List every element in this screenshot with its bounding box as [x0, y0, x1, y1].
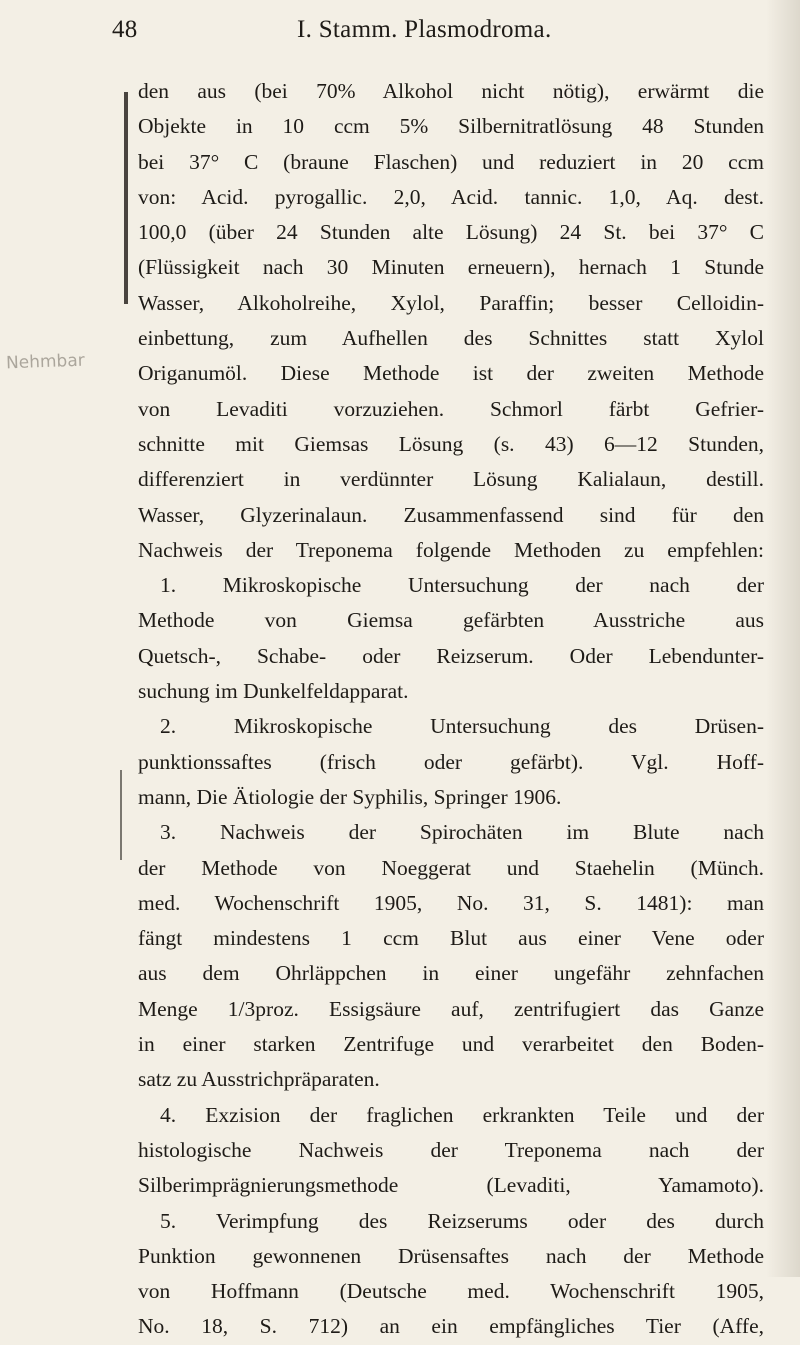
list-item-1: 1. Mikroskopische Untersuchung der nach der — [160, 573, 764, 598]
text-line: 100,0 (über 24 Stunden alte Lösung) 24 St. bei 37° C — [138, 220, 764, 245]
page-number: 48 — [112, 16, 138, 43]
text-line: Nachweis der Treponema folgende Methoden zu empfehlen: — [138, 537, 764, 562]
list-item-3: 3. Nachweis der Spirochäten im Blute nach — [160, 820, 764, 845]
text-line: mann, Die Ätiologie der Syphilis, Springer 1906. — [138, 784, 562, 809]
text-line: histologische Nachweis der Treponema nach der — [138, 1137, 764, 1162]
list-item-4: 4. Exzision der fraglichen erkrankten Teile und der — [160, 1102, 764, 1127]
text-line: aus dem Ohrläppchen in einer ungefähr zehnfachen — [138, 961, 764, 986]
text-line: schnitte mit Giemsas Lösung (s. 43) 6—12 Stunden, — [138, 431, 764, 456]
text-line: Silberimprägnierungsmethode (Levaditi, Yamamoto). — [138, 1173, 764, 1198]
handwritten-marginal-note: Nehmbar — [5, 350, 86, 374]
page-edge-shadow — [766, 0, 800, 1277]
text-line: fängt mindestens 1 ccm Blut aus einer Vene oder — [138, 926, 764, 951]
text-line: Punktion gewonnenen Drüsensaftes nach der Methode — [138, 1243, 764, 1268]
text-line: der Methode von Noeggerat und Staehelin (Münch. — [138, 855, 764, 880]
text-line: (Flüssigkeit nach 30 Minuten erneuern), hernach 1 Stunde — [138, 255, 764, 280]
text-line: punktionssaftes (frisch oder gefärbt). Vgl. Hoff- — [138, 749, 764, 774]
text-line: Wasser, Glyzerinalaun. Zusammenfassend sind für den — [138, 502, 764, 527]
text-line: von: Acid. pyrogallic. 2,0, Acid. tannic. 1,0, Aq. dest. — [138, 184, 764, 209]
text-line: Methode von Giemsa gefärbten Ausstriche aus — [138, 608, 764, 633]
text-line: suchung im Dunkelfeldapparat. — [138, 679, 409, 704]
body-text — [138, 74, 764, 1345]
text-line: differenziert in verdünnter Lösung Kalialaun, destill. — [138, 467, 764, 492]
list-item-2: 2. Mikroskopische Untersuchung des Drüsen- — [160, 714, 764, 739]
text-line: Quetsch-, Schabe- oder Reizserum. Oder Lebendunter- — [138, 643, 764, 668]
text-line: satz zu Ausstrichpräparaten. — [138, 1067, 380, 1092]
text-line: med. Wochenschrift 1905, No. 31, S. 1481): man — [138, 890, 764, 915]
list-item-5: 5. Verimpfung des Reizserums oder des durch — [160, 1208, 764, 1233]
text-line: Origanumöl. Diese Methode ist der zweiten Methode — [138, 361, 764, 386]
margin-mark-lower — [120, 770, 122, 860]
text-line: Objekte in 10 ccm 5% Silbernitratlösung 48 Stunden — [138, 114, 764, 139]
text-line: von Hoffmann (Deutsche med. Wochenschrift 1905, — [138, 1279, 764, 1304]
running-head: I. Stamm. Plasmodroma. — [297, 16, 552, 43]
text-line: in einer starken Zentrifuge und verarbeitet den Boden- — [138, 1032, 764, 1057]
text-line: von Levaditi vorzuziehen. Schmorl färbt Gefrier- — [138, 396, 764, 421]
text-line: Menge 1/3proz. Essigsäure auf, zentrifugiert das Ganze — [138, 996, 764, 1021]
text-line: No. 18, S. 712) an ein empfängliches Tier (Affe, — [138, 1314, 764, 1339]
text-line: den aus (bei 70% Alkohol nicht nötig), erwärmt die — [138, 79, 764, 103]
text-line: bei 37° C (braune Flaschen) und reduziert in 20 ccm — [138, 149, 764, 174]
text-line: einbettung, zum Aufhellen des Schnittes statt Xylol — [138, 326, 764, 351]
text-line: Wasser, Alkoholreihe, Xylol, Paraffin; besser Celloidin- — [138, 290, 764, 315]
margin-mark-upper — [124, 92, 128, 304]
page-header — [112, 16, 672, 52]
